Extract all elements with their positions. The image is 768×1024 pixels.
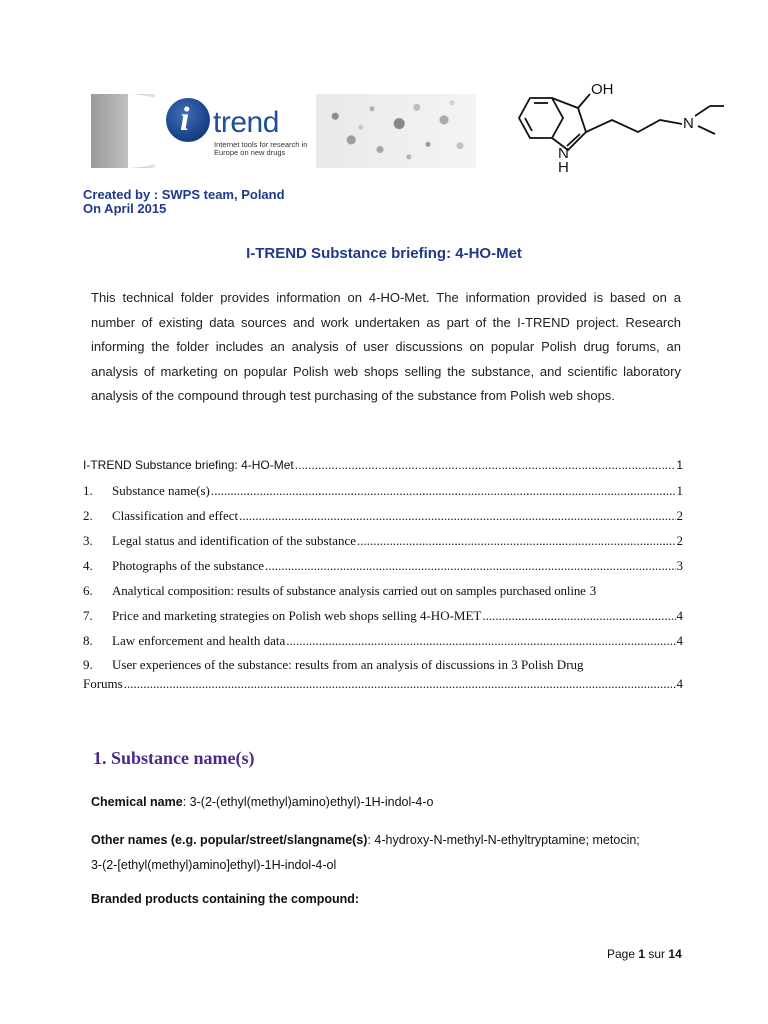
intro-paragraph: This technical folder provides information on 4-HO-Met. The information provided is based on a number of existing data sources and work undertaken as part of the I-TREND project. Research informing the folder includes an analysis of user discussions on popular Polish drug forums, an analysis of marketing on popular Polish web shops selling the substance, and scientific laboratory analysis of the compound through test purchasing of the substance from Polish web shops.	[91, 290, 681, 403]
toc-entry-text: Substance name(s)	[112, 483, 210, 498]
toc-entry[interactable]	[83, 508, 683, 528]
other-names-field	[91, 833, 640, 847]
page-footer	[607, 947, 682, 961]
toc-entry-page: 2	[676, 508, 683, 523]
toc-entry[interactable]	[83, 533, 683, 553]
toc-entry-number: 8.	[83, 633, 93, 648]
toc-entry[interactable]	[83, 558, 683, 578]
toc-entry[interactable]	[83, 458, 683, 478]
toc-entry-text: Legal status and identification of the substance	[112, 533, 357, 548]
toc-leader	[286, 633, 675, 649]
hydroxyl-bond	[578, 94, 590, 108]
side-chain	[586, 120, 682, 132]
toc-entry-page: 4	[676, 676, 683, 691]
chemical-name-value: : 3-(2-(ethyl(methyl)amino)ethyl)-1H-indol-4-o	[182, 795, 434, 809]
toc-entry-number: 7.	[83, 608, 93, 623]
methyl-bond	[698, 126, 715, 134]
created-by: Created by : SWPS team, Poland	[83, 187, 285, 202]
toc-entry-text: User experiences of the substance: results from an analysis of discussions in 3 Polish Drug	[112, 657, 584, 672]
toc-entry-text: I-TREND Substance briefing: 4-HO-Met	[83, 458, 294, 472]
page-current: 1	[638, 947, 646, 961]
toc-entry-number: 3.	[83, 533, 93, 548]
toc-entry-page: 3	[589, 583, 597, 598]
toc-entry-number: 2.	[83, 508, 93, 523]
toc-entry-page: 1	[676, 483, 683, 498]
toc-entry-number: 6.	[83, 583, 93, 598]
other-names-label: Other names (e.g. popular/street/slangname(s)	[91, 833, 368, 847]
toc-entry-number: 4.	[83, 558, 93, 573]
toc-entry-text-continued: Forums	[83, 676, 123, 691]
toc-entry-page: 4	[676, 608, 683, 623]
toc-leader	[357, 533, 675, 549]
toc-entry-number: 9.	[83, 657, 93, 672]
branded-products-label: Branded products containing the compound:	[91, 892, 360, 906]
toc-entry-text: Photographs of the substance	[112, 558, 265, 573]
other-names-value: : 4-hydroxy-N-methyl-N-ethyltryptamine; metocin;	[367, 833, 640, 847]
toc-entry-page: 2	[676, 533, 683, 548]
toc-entry[interactable]	[83, 608, 683, 628]
ring-h-label: H	[558, 159, 569, 176]
page-total: 14	[668, 947, 682, 961]
ethyl-bond	[695, 106, 710, 116]
toc-entry-text: Law enforcement and health data	[112, 633, 286, 648]
chemical-name-label: Chemical name	[91, 795, 183, 809]
toc-entry[interactable]	[83, 483, 683, 503]
itrend-logo-letter: i	[180, 101, 190, 138]
toc-entry-number: 1.	[83, 483, 93, 498]
created-on: On April 2015	[83, 201, 167, 216]
toc-leader	[265, 558, 675, 574]
other-names-value-line2: 3-(2-[ethyl(methyl)amino]ethyl)-1H-indol-4-ol	[91, 858, 337, 872]
toc-entry[interactable]	[83, 657, 683, 677]
toc-leader	[295, 458, 676, 472]
toc-leader	[482, 608, 675, 624]
itrend-logo-tagline: Internet tools for research in Europe on new drugs	[214, 140, 308, 157]
molecule-structure-image	[500, 76, 725, 176]
toc-entry-text: Analytical composition: results of substance analysis carried out on samples purchased online	[112, 583, 586, 598]
toc-entry-text: Classification and effect	[112, 508, 239, 523]
page-middle: sur	[645, 947, 669, 961]
oh-label: OH	[591, 81, 614, 98]
toc-entry-text: Price and marketing strategies on Polish web shops selling 4-HO-MET	[112, 608, 482, 623]
toc-entry-page: 1	[676, 458, 683, 472]
ring-n-label: N	[558, 145, 569, 162]
document-title: I-TREND Substance briefing: 4-HO-Met	[246, 245, 522, 262]
toc-entry[interactable]	[83, 583, 683, 603]
chemical-name-field	[91, 795, 433, 809]
toc-entry-page: 4	[676, 633, 683, 648]
toc-entry-page: 3	[676, 558, 683, 573]
toc-entry[interactable]	[83, 633, 683, 653]
amine-n-label: N	[683, 115, 694, 132]
toc-leader	[239, 508, 675, 524]
toc-entry-continuation[interactable]	[83, 676, 683, 696]
page-prefix: Page	[607, 947, 639, 961]
branded-products-field	[91, 892, 359, 906]
section-heading: 1. Substance name(s)	[93, 748, 255, 768]
banner-network-image	[316, 94, 476, 168]
toc-leader	[211, 483, 676, 499]
toc-leader	[124, 676, 676, 692]
itrend-logo-text: trend	[213, 106, 279, 139]
